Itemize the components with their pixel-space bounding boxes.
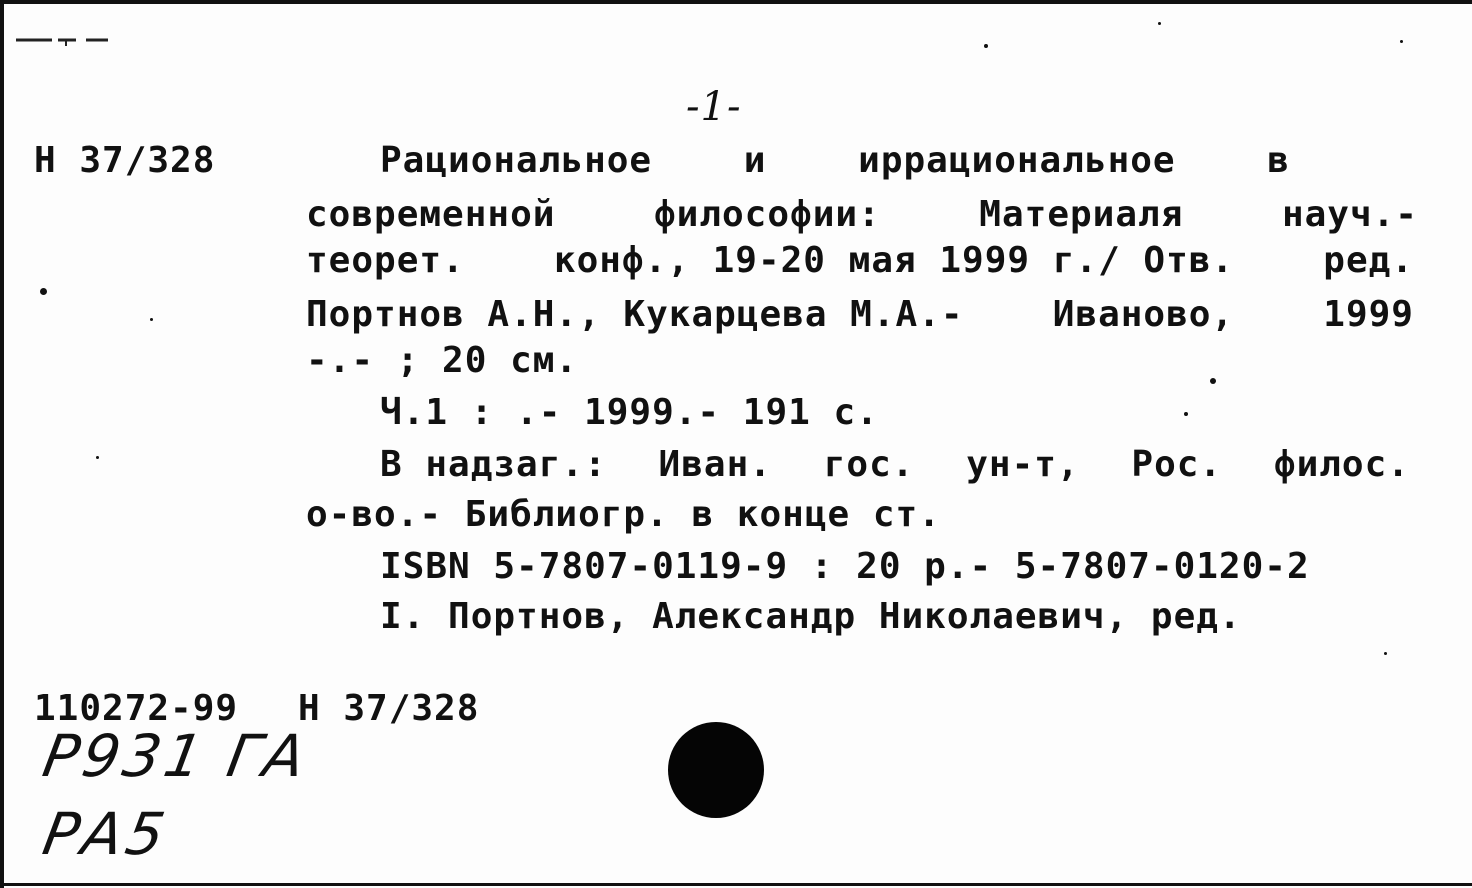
title-word: 1999 xyxy=(1323,294,1414,335)
card-top-edge xyxy=(0,0,1472,4)
note-word: Рос. xyxy=(1131,444,1223,485)
title-word: конф., 19-20 мая 1999 г./ Отв. xyxy=(553,240,1235,281)
note-word: Иван. xyxy=(658,444,772,485)
note-line-2: о-во.- Библиогр. в конце ст. xyxy=(306,494,941,535)
title-word: Портнов А.Н., Кукарцева М.А.- xyxy=(306,294,964,335)
corner-scratch-mark xyxy=(16,34,108,46)
handwritten-classmark-2: РА5 xyxy=(38,800,174,868)
accession-number: 110272-99 xyxy=(34,688,239,729)
title-word: философии: xyxy=(653,194,881,235)
title-word: ред. xyxy=(1323,240,1414,281)
speck xyxy=(1158,22,1161,25)
title-line-2 xyxy=(306,194,1418,235)
speck xyxy=(40,288,47,295)
title-word: Материаля xyxy=(979,194,1184,235)
title-word: современной xyxy=(306,194,556,235)
title-word: теорет. xyxy=(306,240,465,281)
speck xyxy=(1210,378,1216,384)
part-statement: Ч.1 : .- 1999.- 191 с. xyxy=(380,392,879,433)
note-line-1 xyxy=(380,444,1410,485)
speck xyxy=(1400,40,1403,43)
title-line-5: -.- ; 20 см. xyxy=(306,340,579,381)
title-word: науч.- xyxy=(1281,194,1418,235)
speck xyxy=(1384,652,1387,655)
accession-shelfmark: Н 37/328 xyxy=(298,688,480,729)
speck xyxy=(150,318,153,321)
title-word: в xyxy=(1267,140,1290,181)
title-line-1 xyxy=(380,140,1410,181)
added-entry: I. Портнов, Александр Николаевич, ред. xyxy=(380,596,1242,637)
note-word: филос. xyxy=(1273,444,1410,485)
title-word: Иваново, xyxy=(1052,294,1235,335)
speck xyxy=(984,44,988,48)
note-word: гос. xyxy=(823,444,915,485)
shelfmark: Н 37/328 xyxy=(34,140,216,181)
speck xyxy=(96,456,99,459)
title-word: иррациональное xyxy=(858,140,1176,181)
card-bottom-edge xyxy=(0,883,1472,886)
isbn-line: ISBN 5-7807-0119-9 : 20 р.- 5-7807-0120-2 xyxy=(380,546,1310,587)
card-left-edge xyxy=(0,0,4,888)
note-word: В надзаг.: xyxy=(380,444,607,485)
title-line-3 xyxy=(306,240,1414,281)
page-number: -1- xyxy=(686,84,742,130)
card-punch-hole xyxy=(668,722,764,818)
note-word: ун-т, xyxy=(966,444,1080,485)
title-line-4 xyxy=(306,294,1414,335)
handwritten-classmark-1: Р931 ГА xyxy=(38,722,315,790)
title-word: и xyxy=(743,140,767,181)
title-word: Рациональное xyxy=(380,140,653,181)
speck xyxy=(1184,412,1188,416)
